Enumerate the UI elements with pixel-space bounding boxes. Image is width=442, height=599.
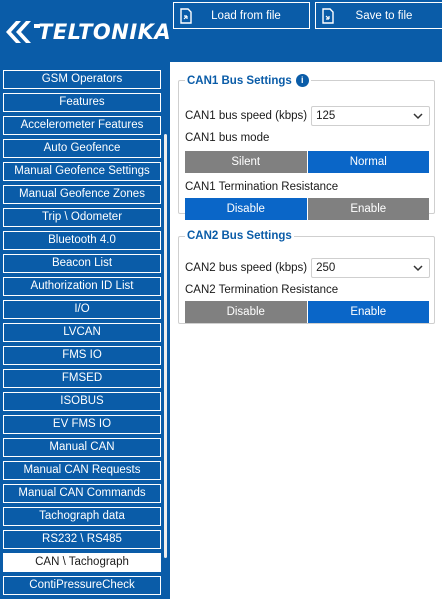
sidebar-item-lvcan[interactable]: LVCAN [3, 323, 161, 342]
can1-speed-row [185, 106, 430, 126]
can2-speed-value: 250 [316, 262, 336, 274]
load-from-file-label: Load from file [211, 9, 281, 22]
can1-speed-value: 125 [316, 110, 336, 122]
can1-mode-silent-option[interactable]: Silent [185, 151, 307, 173]
chevron-down-icon [413, 264, 423, 272]
sidebar-item-manual-geofence-zones[interactable]: Manual Geofence Zones [3, 185, 161, 204]
can1-bus-settings-group [178, 74, 435, 214]
sidebar [0, 62, 170, 599]
sidebar-item-io[interactable]: I/O [3, 300, 161, 319]
can2-speed-label: CAN2 bus speed (kbps) [185, 262, 308, 274]
sidebar-item-gsm-operators[interactable]: GSM Operators [3, 70, 161, 89]
can1-group-title-text: CAN1 Bus Settings [187, 74, 292, 87]
save-to-file-button[interactable] [315, 2, 442, 29]
sidebar-item-fms-io[interactable]: FMS IO [3, 346, 161, 365]
main-content [170, 62, 442, 599]
sidebar-item-fmsed[interactable]: FMSED [3, 369, 161, 388]
sidebar-item-rs232-rs485[interactable]: RS232 \ RS485 [3, 530, 161, 549]
logo-mark-icon [4, 18, 40, 46]
sidebar-item-bluetooth[interactable]: Bluetooth 4.0 [3, 231, 161, 250]
can1-termination-toggle [185, 198, 429, 220]
can1-group-title [185, 74, 311, 87]
load-from-file-button[interactable] [173, 2, 310, 29]
sidebar-item-tachograph-data[interactable]: Tachograph data [3, 507, 161, 526]
sidebar-item-trip-odometer[interactable]: Trip \ Odometer [3, 208, 161, 227]
can1-termination-disable-option[interactable]: Disable [185, 198, 307, 220]
sidebar-item-manual-geofence-settings[interactable]: Manual Geofence Settings [3, 162, 161, 181]
sidebar-item-authorization-id-list[interactable]: Authorization ID List [3, 277, 161, 296]
sidebar-item-contipressurecheck[interactable]: ContiPressureCheck [3, 576, 161, 595]
chevron-down-icon [413, 112, 423, 120]
teltonika-logo [4, 18, 172, 46]
top-bar [0, 0, 442, 62]
sidebar-item-accelerometer-features[interactable]: Accelerometer Features [3, 116, 161, 135]
can2-speed-select[interactable] [311, 258, 430, 278]
can1-speed-select[interactable] [311, 106, 430, 126]
file-load-icon [179, 8, 193, 24]
sidebar-item-manual-can-commands[interactable]: Manual CAN Commands [3, 484, 161, 503]
can1-speed-label: CAN1 bus speed (kbps) [185, 110, 308, 122]
sidebar-item-auto-geofence[interactable]: Auto Geofence [3, 139, 161, 158]
logo-text: TELTONIKA [38, 20, 172, 44]
can2-speed-row [185, 258, 430, 278]
sidebar-item-manual-can-requests[interactable]: Manual CAN Requests [3, 461, 161, 480]
can2-termination-enable-option[interactable]: Enable [307, 301, 430, 323]
sidebar-item-ev-fms-io[interactable]: EV FMS IO [3, 415, 161, 434]
can2-termination-label: CAN2 Termination Resistance [185, 284, 339, 296]
info-icon[interactable]: i [296, 74, 309, 87]
sidebar-item-manual-can[interactable]: Manual CAN [3, 438, 161, 457]
can2-termination-disable-option[interactable]: Disable [185, 301, 307, 323]
can2-termination-toggle [185, 301, 429, 323]
file-save-icon [321, 8, 335, 24]
can1-mode-toggle [185, 151, 429, 173]
can2-group-title-text: CAN2 Bus Settings [187, 230, 292, 242]
sidebar-item-can-tachograph[interactable]: CAN \ Tachograph [3, 553, 161, 572]
can1-mode-label: CAN1 bus mode [185, 132, 270, 144]
sidebar-item-isobus[interactable]: ISOBUS [3, 392, 161, 411]
can1-mode-normal-option[interactable]: Normal [307, 151, 430, 173]
sidebar-item-beacon-list[interactable]: Beacon List [3, 254, 161, 273]
save-to-file-label: Save to file [355, 9, 413, 22]
can2-bus-settings-group [178, 230, 435, 324]
can2-group-title [185, 230, 294, 242]
can1-termination-enable-option[interactable]: Enable [307, 198, 430, 220]
sidebar-item-features[interactable]: Features [3, 93, 161, 112]
can1-termination-label: CAN1 Termination Resistance [185, 181, 339, 193]
sidebar-scrollbar[interactable] [164, 134, 167, 558]
